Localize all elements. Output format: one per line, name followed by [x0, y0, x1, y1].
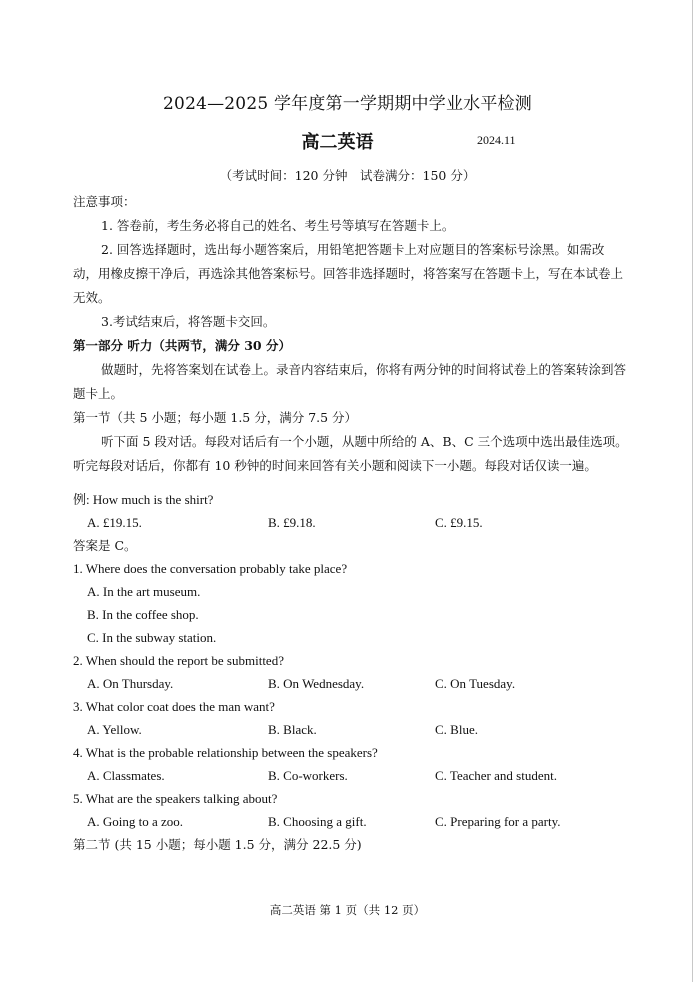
section2-heading: 第二节 (共 15 小题；每小题 1.5 分，满分 22.5 分) — [73, 837, 362, 852]
section1-instruction: 听下面 5 段对话。每段对话后有一个小题，从题中所给的 A、B、C 三个选项中选出最佳选项。听完每段对话后，你都有 10 秒钟的时间来回答有关小题和阅读下一小题。每段对话仅读一遍。 — [73, 434, 628, 473]
option-b: B. £9.18. — [268, 515, 316, 530]
option-a: A. £19.15. — [87, 515, 142, 530]
option-a: A. Going to a zoo. — [87, 814, 184, 829]
option-a: A. Yellow. — [87, 722, 142, 737]
exam-content — [73, 190, 629, 857]
option-c: C. In the subway station. — [87, 630, 217, 645]
question-options — [73, 810, 629, 833]
option-c: C. £9.15. — [435, 515, 483, 530]
question-1: 1. Where does the conversation probably take place? — [73, 561, 348, 576]
question-options — [73, 764, 629, 787]
notes-heading: 注意事项： — [73, 194, 136, 209]
subject-title: 高二英语 — [301, 132, 374, 153]
question-3: 3. What color coat does the man want? — [73, 699, 275, 714]
note-item: 2. 回答选择题时，选出每小题答案后，用铅笔把答题卡上对应题目的答案标号涂黑。如需改动，用橡皮擦干净后，再选涂其他答案标号。回答非选择题时，将答案写在答题卡上，写在本试卷上无效。 — [73, 242, 624, 305]
note-item: 3.考试结束后，将答题卡交回。 — [101, 314, 276, 329]
question-options — [73, 718, 629, 741]
example-options — [73, 511, 629, 534]
option-a: A. Classmates. — [87, 768, 165, 783]
option-b: B. In the coffee shop. — [87, 607, 199, 622]
page-footer: 高二英语 第 1 页（共 12 页） — [269, 903, 426, 917]
example-question: 例: How much is the shirt? — [73, 492, 214, 507]
option-b: B. Co-workers. — [268, 768, 348, 783]
question-2: 2. When should the report be submitted? — [73, 653, 284, 668]
option-c: C. Teacher and student. — [435, 768, 557, 783]
option-a: A. In the art museum. — [87, 584, 201, 599]
exam-title: 2024—2025 学年度第一学期期中学业水平检测 — [163, 94, 532, 114]
option-c: C. Preparing for a party. — [435, 814, 561, 829]
exam-info: （考试时间：120 分钟 试卷满分：150 分） — [219, 168, 476, 183]
example-answer: 答案是 C。 — [73, 538, 137, 553]
option-b: B. Choosing a gift. — [268, 814, 367, 829]
option-b: B. Black. — [268, 722, 317, 737]
exam-date: 2024.11 — [477, 133, 516, 147]
part1-heading: 第一部分 听力（共两节，满分 30 分） — [73, 338, 291, 353]
option-c: C. On Tuesday. — [435, 676, 516, 691]
question-4: 4. What is the probable relationship between the speakers? — [73, 745, 378, 760]
option-b: B. On Wednesday. — [268, 676, 365, 691]
section1-heading: 第一节（共 5 小题；每小题 1.5 分，满分 7.5 分） — [73, 410, 358, 425]
option-a: A. On Thursday. — [87, 676, 174, 691]
question-options — [73, 672, 629, 695]
question-5: 5. What are the speakers talking about? — [73, 791, 278, 806]
option-c: C. Blue. — [435, 722, 478, 737]
note-item: 1. 答卷前，考生务必将自己的姓名、考生号等填写在答题卡上。 — [101, 218, 455, 233]
part1-instruction: 做题时，先将答案划在试卷上。录音内容结束后，你将有两分钟的时间将试卷上的答案转涂到答题卡上。 — [73, 362, 627, 401]
